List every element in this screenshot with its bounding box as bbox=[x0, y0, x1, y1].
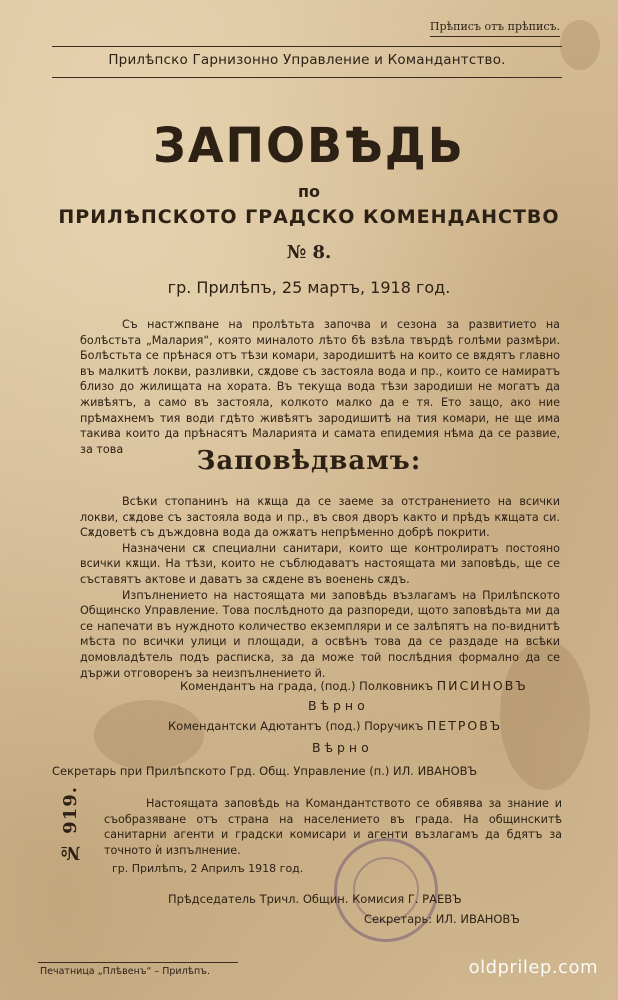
municipal-secretary-signature: Секретарь: ИЛ. ИВАНОВЪ bbox=[364, 912, 520, 926]
adjutant-signature bbox=[168, 718, 502, 733]
order-body bbox=[80, 494, 560, 681]
adjutant-name: ПЕТРОВЪ bbox=[426, 718, 503, 733]
verno-label: Вѣрно bbox=[312, 740, 373, 755]
title-po: по bbox=[297, 182, 321, 201]
printer-imprint: Печатница „Плѣвенъ“ – Прилѣпъ. bbox=[40, 966, 210, 977]
order-paragraph: Назначени сѫ специални санитари, които ще контролиратъ постояно всички кѫщи. На тѣзи, които не съблюдаватъ настоящата ми заповѣдь, ще се съставятъ актове и даватъ за сѫдене въ военень сѫдъ. bbox=[80, 541, 560, 586]
order-number: № 8. bbox=[286, 242, 332, 263]
intro-paragraph bbox=[80, 317, 560, 457]
secretary-signature: Секретарь при Прилѣпското Грд. Общ. Управление (п.) ИЛ. ИВАНОВЪ bbox=[52, 764, 478, 778]
commandant-prefix: Комендантъ на града, (под.) Полковникъ bbox=[180, 679, 434, 693]
registry-number: № 919. bbox=[60, 786, 81, 864]
document-title: ЗАПОВѢДЬ bbox=[153, 116, 465, 174]
intro-text: Съ настжпване на пролѣтьта започва и сезона за развитието на болѣстьта „Малария“, която миналото лѣто бѣ взѣла твърдѣ голѣми размѣри. Болѣстьта се прѣнася отъ тѣзи комари, зародишитѣ на които се вѫдятъ главно въ малкитѣ локви, разливки, сѫдове съ застояла вода и пр., които се намиратъ близо до жилищата на хората. Въ текуща вода тѣзи зародиши не могатъ да живѣятъ, а само въ застояла, колкото малко да е тя. Ето защо, ако ние прѣмахнемъ тия води гдѣто живѣятъ зародишитѣ на тия комари, не ще има такива които да прѣнасятъ Маларията и самата епидемия нѣма да се развие, за това bbox=[80, 318, 560, 456]
header-rule-top bbox=[52, 46, 562, 47]
chairman-signature: Прѣдседатель Тричл. Общин. Комисия Г. РАЕВЪ bbox=[168, 892, 462, 906]
copy-note: Прѣписъ отъ прѣписъ. bbox=[430, 20, 560, 37]
order-paragraph: Всѣки стопанинъ на кѫща да се заеме за отстранението на всички локви, сѫдове съ застояла вода и пр., въ своя дворъ както и прѣдъ кѫщата си. Сѫдоветѣ съ дъждовна вода да ожѫатъ непрѣменно добрѣ покрити. bbox=[80, 495, 560, 540]
garrison-management-header: Прилѣпско Гарнизонно Управление и Командантство. bbox=[108, 52, 506, 68]
order-paragraph: Изпълнението на настоящата ми заповѣдь възлагамъ на Прилѣпското Общинско Управление. Това послѣдното да разпореди, щото заповѣдьта ми да се напечати въ нуждното количество екземпляри и се залѣпятъ на по-виднитѣ мѣста по всички улици и площади, а освѣнъ това да се раздаде на всѣки домовладѣтель подъ расписка, за да може той послѣдния формално да се държи отговоренъ за неизпълнението й. bbox=[80, 588, 560, 680]
order-dateline: гр. Прилѣпъ, 25 мартъ, 1918 год. bbox=[167, 278, 451, 297]
commandant-name: ПИСИНОВЪ bbox=[436, 678, 528, 693]
paper-stain bbox=[560, 20, 600, 70]
municipal-seal bbox=[334, 838, 438, 942]
watermark: oldprilep.com bbox=[468, 957, 598, 978]
municipal-date: гр. Прилѣпъ, 2 Априлъ 1918 год. bbox=[112, 862, 304, 875]
printer-rule bbox=[38, 962, 238, 963]
adjutant-prefix: Комендантски Адютантъ (под.) Поручикъ bbox=[168, 719, 424, 733]
municipal-notice bbox=[104, 796, 562, 858]
municipal-notice-text: Настоящата заповѣдь на Командантството се обявява за знание и съобразяване отъ страна на населението въ града. На общинскитѣ санитарни агенти и градски комисари и агенти възлагамъ да бдятъ за точното ѝ изпълнение. bbox=[104, 797, 562, 857]
commandant-signature bbox=[180, 678, 528, 693]
header-rule-bottom bbox=[52, 77, 562, 78]
paper-stain bbox=[94, 700, 204, 770]
order-heading: Заповѣдвамъ: bbox=[196, 446, 422, 476]
verno-label: Вѣрно bbox=[308, 698, 369, 713]
command-name: ПРИЛѢПСКОТО ГРАДСКО КОМЕНДАНСТВО bbox=[58, 206, 560, 228]
